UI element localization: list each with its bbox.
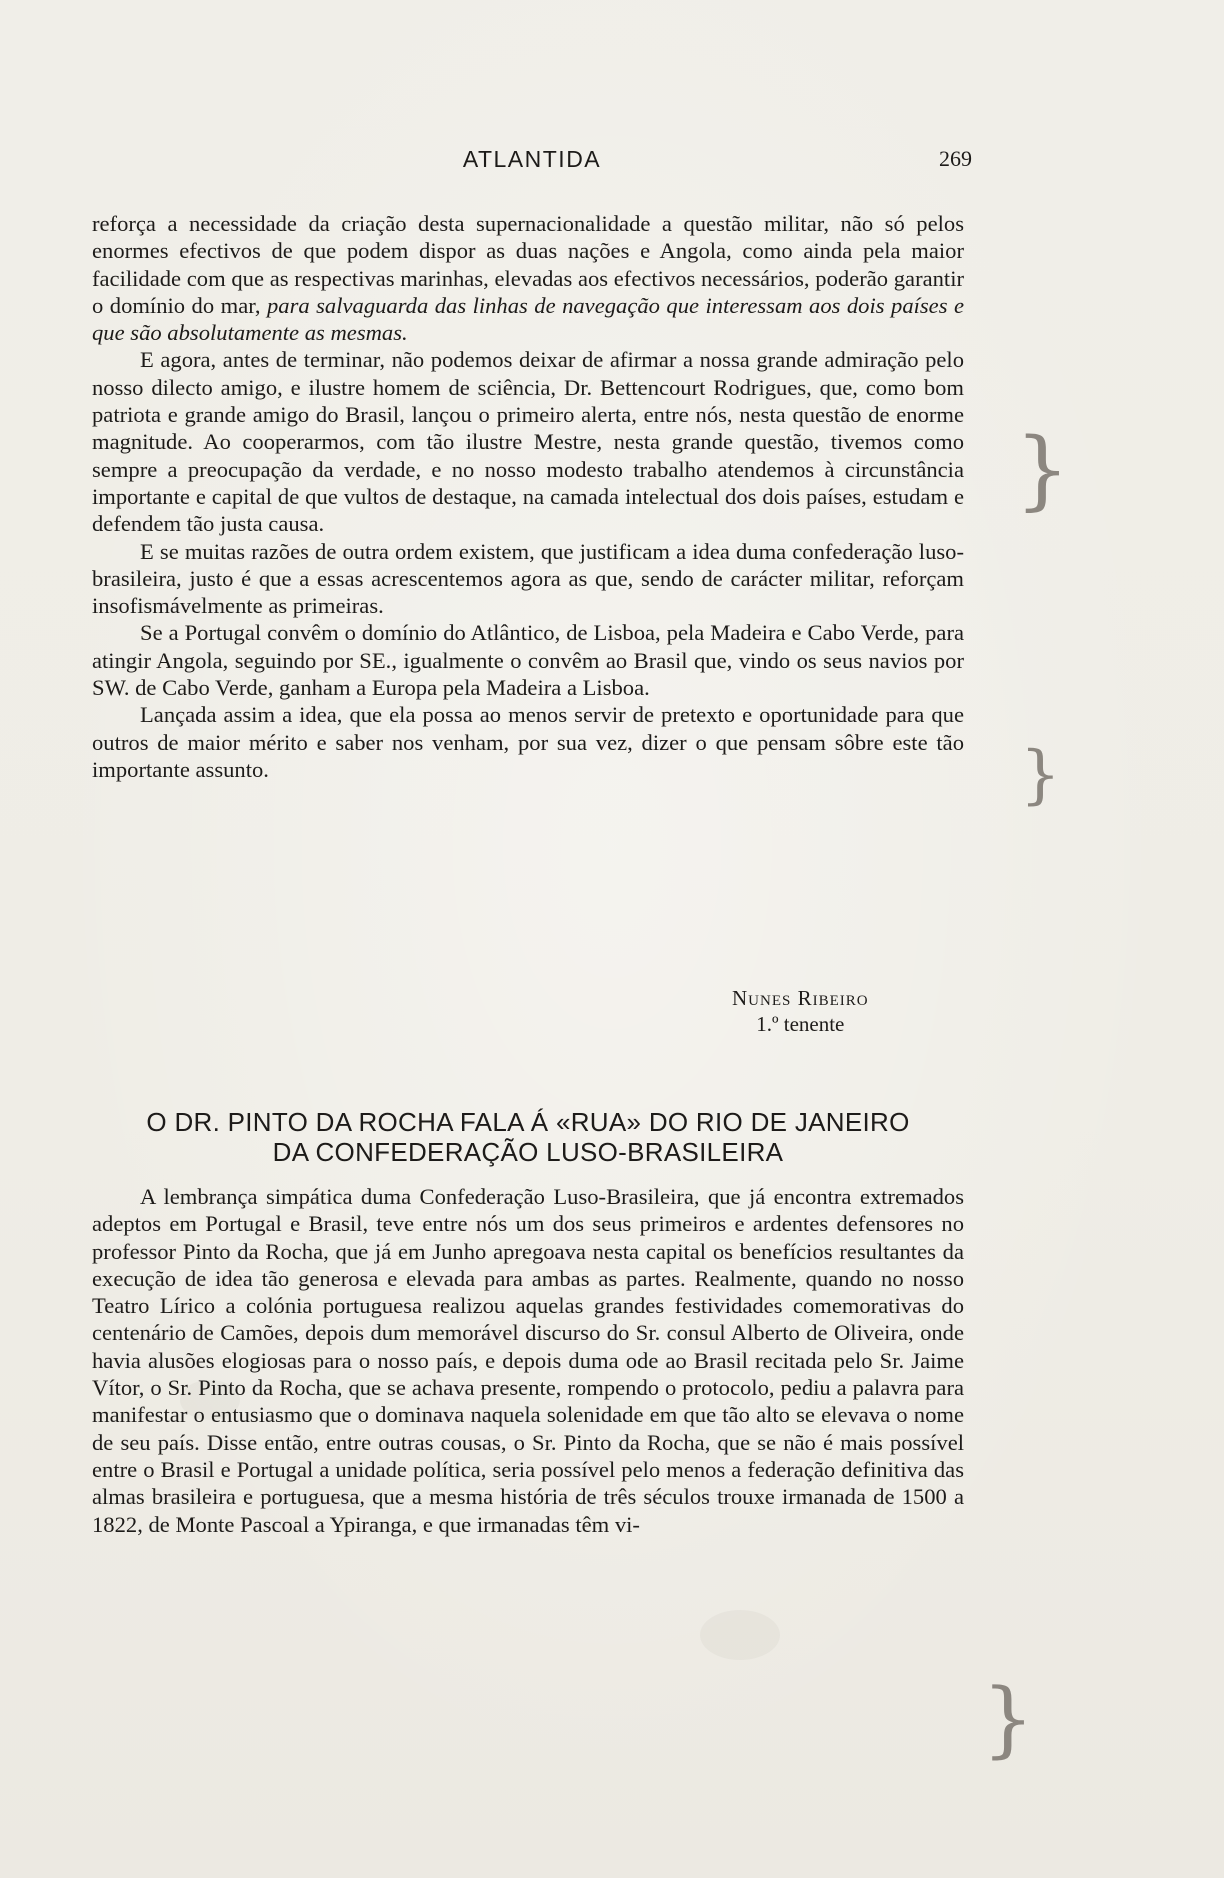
author-signature xyxy=(732,985,869,1037)
title-line: DA CONFEDERAÇÃO LUSO-BRASILEIRA xyxy=(272,1137,784,1167)
paragraph-continued: reforça a necessidade da criação desta supernacionalidade a questão militar, não só pelos enormes efectivos de que podem dispor as duas nações e Angola, como ainda pela maior facilidade com que as respectivas marinhas, elevadas aos efectivos necessários, poderão garantir o domínio do mar, para salvaguarda das linhas de navegação que interessam aos dois países e que são absolutamente as mesmas. xyxy=(92,211,965,346)
author-name: Nunes Ribeiro xyxy=(732,986,869,1010)
title-line: O DR. PINTO DA ROCHA FALA Á «RUA» DO RIO DE JANEIRO xyxy=(146,1107,910,1137)
paragraph: Lançada assim a idea, que ela possa ao menos servir de pretexto e oportunidade para que outros de maior mérito e saber nos venham, por sua vez, dizer o que pensam sôbre este tão importante assunto. xyxy=(92,702,964,782)
running-title: ATLANTIDA xyxy=(462,146,602,172)
page-header xyxy=(92,146,972,178)
article-pinto-da-rocha xyxy=(92,1183,964,1538)
italic-emphasis: para salvaguarda das linhas de navegação que interessam aos dois países e que são absolutamente as mesmas. xyxy=(92,292,965,346)
pencil-margin-mark: } xyxy=(1020,738,1061,812)
article-military-section xyxy=(92,210,964,783)
article-title xyxy=(92,1107,964,1167)
paragraph: E agora, antes de terminar, não podemos deixar de afirmar a nossa grande admiração pelo nosso dilecto amigo, e ilustre homem de sciência, Dr. Bettencourt Rodrigues, que, como bom patriota e grande amigo do Brasil, lançou o primeiro alerta, entre nós, nesta questão de enorme magnitude. Ao cooperarmos, com tão ilustre Mestre, nesta grande questão, tivemos como sempre a preocupação da verdade, e no nosso modesto trabalho atendemos à circunstância importante e capital de que vultos de destaque, na camada intelectual dos dois países, estudam e defendem tão justa causa. xyxy=(92,347,964,537)
paragraph: A lembrança simpática duma Confederação Luso-Brasileira, que já encontra extremados adeptos em Portugal e Brasil, teve entre nós um dos seus primeiros e ardentes defensores no professor Pinto da Rocha, que já em Junho apregoava nesta capital os benefícios resultantes da execução de idea tão generosa e elevada para ambas as partes. Realmente, quando no nosso Teatro Lírico a colónia portuguesa realizou aquelas grandes festividades comemorativas do centenário de Camões, depois dum memorável discurso do Sr. consul Alberto de Oliveira, onde havia alusões elogiosas para o nosso país, e depois duma ode ao Brasil recitada pelo Sr. Jaime Vítor, o Sr. Pinto da Rocha, que se achava presente, rompendo o protocolo, pediu a palavra para manifestar o entusiasmo que o dominava naquela solenidade em que tão alto se elevava o nome de seu país. Disse então, entre outras cousas, o Sr. Pinto da Rocha, que se não é mais possível entre o Brasil e Portugal a unidade política, seria possível pelo menos a federação definitiva das almas brasileira e portuguesa, que a mesma história de três séculos trouxe irmanada de 1500 a 1822, de Monte Pascoal a Ypiranga, e que irmanadas têm vi- xyxy=(92,1184,964,1537)
paragraph: Se a Portugal convêm o domínio do Atlântico, de Lisboa, pela Madeira e Cabo Verde, para atingir Angola, seguindo por SE., igualmente o convêm ao Brasil que, vindo os seus navios por SW. de Cabo Verde, ganham a Europa pela Madeira a Lisboa. xyxy=(92,620,964,701)
pencil-margin-mark: } xyxy=(982,1672,1035,1767)
author-rank: 1.º tenente xyxy=(756,1012,845,1036)
paper-stain xyxy=(700,1610,780,1660)
pencil-margin-mark: } xyxy=(1015,420,1070,520)
paragraph: E se muitas razões de outra ordem existem, que justificam a idea duma confederação luso-brasileira, justo é que a essas acrescentemos agora as que, sendo de carácter militar, reforçam insofismávelmente as primeiras. xyxy=(92,538,964,619)
page-number: 269 xyxy=(939,146,972,171)
